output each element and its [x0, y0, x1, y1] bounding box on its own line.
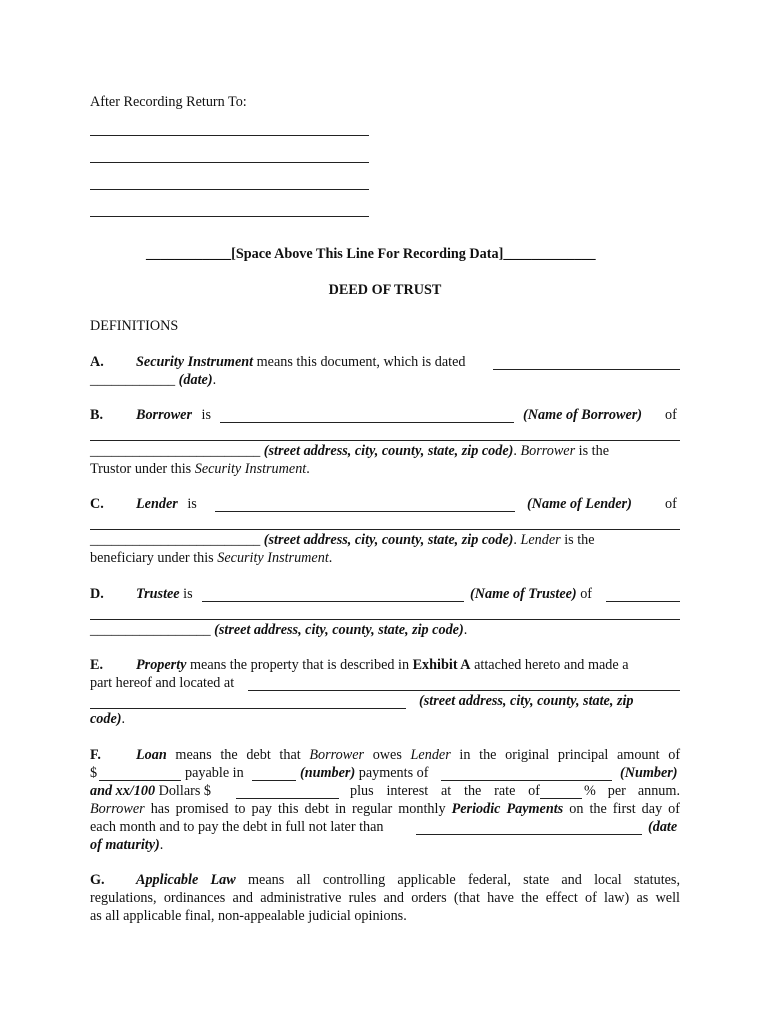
interest-rate-blank — [540, 798, 582, 799]
section-g-line-2: regulations, ordinances and administrative rules and orders (that have the effect of law) as well — [90, 890, 680, 906]
maturity-date-blank — [416, 834, 642, 835]
dollar-sign: $ — [90, 765, 98, 781]
section-f-line-3a — [90, 782, 211, 800]
section-g-label: G. — [90, 872, 105, 888]
lender-name-blank — [215, 511, 515, 512]
of-maturity-hint: of maturity) — [90, 837, 160, 853]
section-g-line-1 — [136, 871, 680, 889]
return-address-line-4 — [90, 216, 369, 217]
lender-name-hint: (Name of Lender) — [527, 496, 632, 512]
section-a-label: A. — [90, 354, 104, 370]
is-the-text: is the — [575, 443, 609, 459]
term-security-instrument: Security Instrument — [136, 354, 254, 370]
date-blank-continued: ____________ — [90, 372, 176, 388]
and-xx-100-hint: and xx/100 — [90, 783, 156, 799]
trustor-text: Trustor under this — [90, 461, 195, 477]
maturity-date-hint: (date — [648, 819, 678, 835]
borrower-address-hint: (street address, city, county, state, zip code) — [263, 443, 514, 459]
applicable-law-text: means all controlling applicable federal, state and local statutes, — [247, 872, 681, 888]
each-month-text: each month and to pay the debt in full not later than — [90, 819, 384, 835]
term-borrower-italic: Borrower — [90, 801, 145, 817]
owes-text: owes — [372, 747, 402, 763]
definitions-heading: DEFINITIONS — [90, 318, 179, 334]
beneficiary-text: beneficiary under this — [90, 550, 218, 566]
period: . — [306, 461, 310, 477]
located-at-text: part hereof and located at — [90, 675, 235, 691]
first-day-text: on the first day of — [569, 801, 681, 817]
period: . — [463, 622, 468, 638]
term-trustee: Trustee — [136, 586, 180, 602]
number-of-payments-blank — [252, 780, 296, 781]
section-f-label: F. — [90, 747, 101, 763]
period: . — [513, 443, 521, 459]
number-hint: (number) — [300, 765, 356, 781]
is-text: is — [183, 586, 193, 602]
dollars-text: Dollars $ — [158, 783, 212, 799]
term-security-instrument-italic: Security Instrument — [217, 550, 329, 566]
section-a-line-2 — [90, 371, 216, 389]
address-blank: _________________ — [90, 622, 211, 638]
maturity-hint-wrap — [648, 818, 677, 836]
property-address-hint: (street address, city, county, state, zip — [419, 693, 634, 709]
period: . — [513, 532, 521, 548]
period: . — [328, 550, 333, 566]
document-title: DEED OF TRUST — [328, 282, 442, 298]
of-text: of — [665, 407, 677, 423]
is-text: is — [201, 407, 211, 423]
is-text: is — [187, 496, 197, 512]
address-blank: ________________________ — [90, 443, 261, 459]
section-c-line-2 — [90, 531, 595, 549]
term-borrower-italic: Borrower — [520, 443, 576, 459]
trustee-name-blank — [202, 601, 464, 602]
trustee-name-hint-wrap — [470, 585, 592, 603]
term-property: Property — [136, 657, 187, 673]
lender-name-hint-wrap — [527, 495, 632, 513]
trustee-address-hint: (street address, city, county, state, zip code) — [214, 622, 464, 638]
of-text: of — [665, 496, 677, 512]
number-words-hint-wrap — [620, 764, 678, 782]
period: . — [159, 837, 164, 853]
section-f-line-6 — [90, 836, 163, 854]
promised-text: has promised to pay this debt in regular monthly — [150, 801, 446, 817]
trustee-of-blank — [606, 601, 680, 602]
term-applicable-law: Applicable Law — [136, 872, 236, 888]
section-g-line-3: as all applicable final, non-appealable judicial opinions. — [90, 908, 407, 924]
section-e-label: E. — [90, 657, 104, 673]
address-blank: ________________________ — [90, 532, 261, 548]
principal-text: in the original principal amount of — [459, 747, 681, 763]
term-lender-italic: Lender — [410, 747, 451, 763]
of-text: of — [580, 586, 593, 602]
section-c-line-1 — [136, 495, 197, 513]
lender-address-hint: (street address, city, county, state, zip code) — [263, 532, 514, 548]
recording-data-line: ____________[Space Above This Line For Recording Data]_____________ — [146, 246, 596, 262]
return-address-line-1 — [90, 135, 369, 136]
property-address-hint-wrap — [419, 692, 634, 710]
dollars-amount-blank — [236, 798, 339, 799]
per-annum-text: % per annum. — [584, 783, 680, 799]
section-a-text: means this document, which is dated — [256, 354, 466, 370]
attached-text: attached hereto and made a — [474, 657, 629, 673]
property-address-hint-end: code) — [90, 711, 122, 727]
section-f-line-4 — [90, 800, 680, 818]
return-to-label: After Recording Return To: — [90, 94, 247, 110]
return-address-line-3 — [90, 189, 369, 190]
term-lender: Lender — [136, 496, 178, 512]
section-e-line-4 — [90, 710, 125, 728]
exhibit-a-reference: Exhibit A — [412, 657, 471, 673]
section-c-line-3 — [90, 549, 332, 567]
period: . — [212, 372, 217, 388]
trustee-name-hint: (Name of Trustee) — [470, 586, 577, 602]
section-b-line-1 — [136, 406, 211, 424]
date-blank-line — [493, 369, 680, 370]
term-loan: Loan — [136, 747, 167, 763]
term-periodic-payments: Periodic Payments — [451, 801, 564, 817]
number-hint-wrap — [300, 764, 428, 782]
period: . — [121, 711, 126, 727]
loan-text: means the debt that — [175, 747, 301, 763]
section-b-line-3 — [90, 460, 310, 478]
borrower-address-blank-line — [90, 440, 680, 441]
trustee-address-blank-line — [90, 619, 680, 620]
principal-amount-blank — [99, 780, 181, 781]
payable-in-text: payable in — [185, 765, 244, 781]
section-f-line-1 — [136, 746, 680, 764]
section-e-line-1 — [136, 656, 629, 674]
section-a-line-1 — [136, 353, 465, 371]
section-d-line-2 — [90, 621, 467, 639]
is-the-text: is the — [560, 532, 595, 548]
number-words-hint: (Number) — [620, 765, 678, 781]
term-borrower-italic: Borrower — [309, 747, 365, 763]
date-hint: (date) — [178, 372, 213, 388]
property-address-blank — [90, 708, 406, 709]
payments-of-text: payments of — [358, 765, 429, 781]
section-b-line-2 — [90, 442, 609, 460]
payment-amount-blank — [441, 780, 612, 781]
borrower-name-blank — [220, 422, 514, 423]
interest-rate-text: plus interest at the rate of — [350, 783, 540, 799]
section-b-label: B. — [90, 407, 104, 423]
section-d-label: D. — [90, 586, 104, 602]
borrower-name-hint: (Name of Borrower) — [523, 407, 643, 423]
term-borrower: Borrower — [136, 407, 192, 423]
return-address-line-2 — [90, 162, 369, 163]
lender-address-blank-line — [90, 529, 680, 530]
term-security-instrument-italic: Security Instrument — [194, 461, 307, 477]
section-c-label: C. — [90, 496, 104, 512]
section-d-line-1 — [136, 585, 193, 603]
borrower-name-hint-wrap — [523, 406, 642, 424]
property-text: means the property that is described in — [189, 657, 410, 673]
property-location-blank — [248, 690, 680, 691]
term-lender-italic: Lender — [520, 532, 561, 548]
